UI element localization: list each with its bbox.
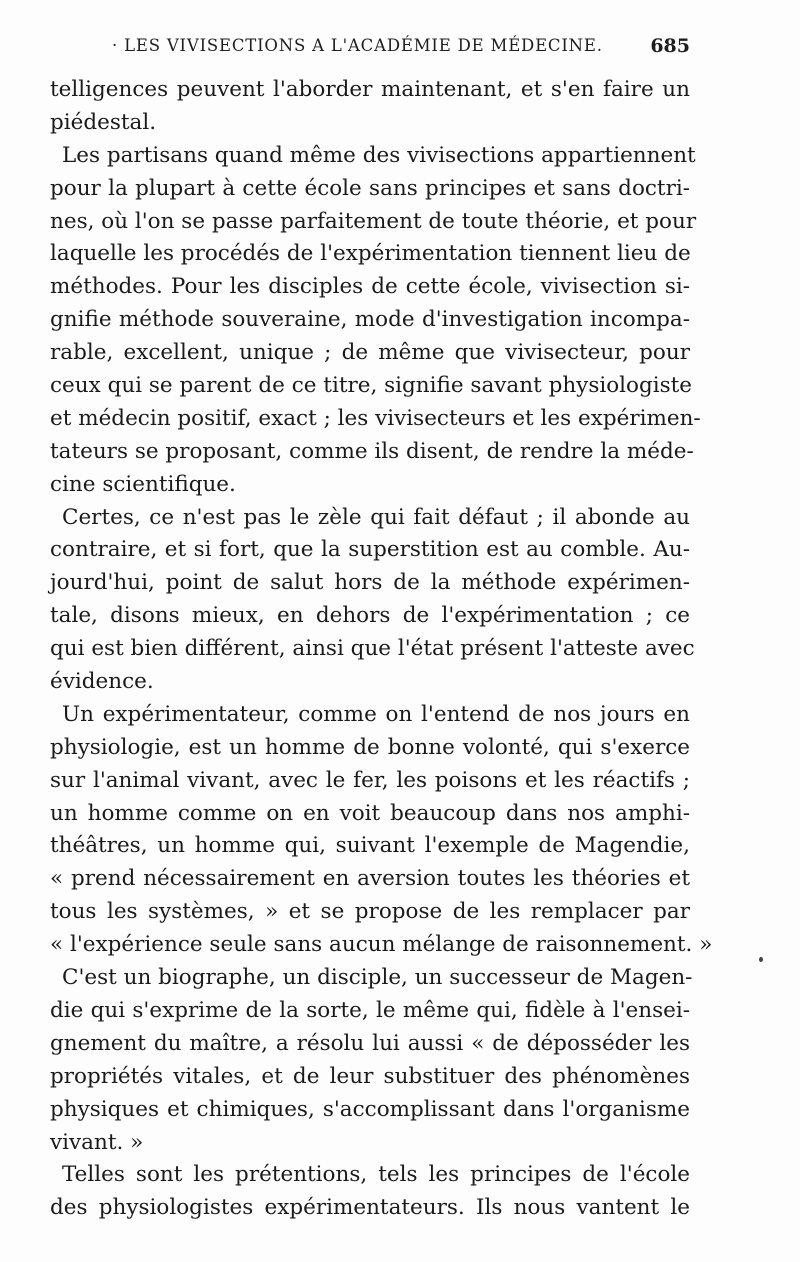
- text-line: tale, disons mieux, en dehors de l'expérimentation ; ce: [50, 603, 690, 629]
- body-text: [50, 74, 713, 1225]
- text-line: théâtres, un homme qui, suivant l'exemple de Magendie,: [50, 833, 690, 859]
- text-line: physiques et chimiques, s'accomplissant dans l'organisme: [50, 1096, 690, 1122]
- text-line: et médecin positif, exact ; les vivisecteurs et les expérimen-: [50, 405, 701, 431]
- text-line: die qui s'exprime de la sorte, le même qui, fidèle à l'ensei-: [50, 997, 690, 1023]
- text-line: propriétés vitales, et de leur substituer des phénomènes: [50, 1063, 690, 1089]
- text-line: vivant. »: [50, 1129, 144, 1155]
- text-line: Les partisans quand même des vivisections appartiennent: [62, 142, 696, 168]
- running-head: · LES VIVISECTIONS A L'ACADÉMIE DE MÉDECINE.: [112, 36, 603, 55]
- text-line: Certes, ce n'est pas le zèle qui fait défaut ; il abonde au: [62, 504, 690, 530]
- text-line: ceux qui se parent de ce titre, signifie savant physiologiste: [50, 373, 693, 399]
- text-line: des physiologistes expérimentateurs. Ils nous vantent le: [50, 1195, 690, 1221]
- text-line: rable, excellent, unique ; de même que vivisecteur, pour: [50, 340, 690, 366]
- text-line: cine scientifique.: [50, 471, 236, 497]
- text-line: C'est un biographe, un disciple, un successeur de Magen-: [62, 965, 693, 991]
- text-line: évidence.: [50, 669, 154, 695]
- margin-speck: [759, 957, 763, 962]
- text-line: Un expérimentateur, comme on l'entend de nos jours en: [62, 701, 690, 727]
- text-line: « prend nécessairement en aversion toutes les théories et: [50, 866, 690, 892]
- text-line: contraire, et si fort, que la superstition est au comble. Au-: [50, 537, 690, 563]
- text-line: physiologie, est un homme de bonne volonté, qui s'exerce: [50, 734, 690, 760]
- text-line: nes, où l'on se passe parfaitement de toute théorie, et pour: [50, 208, 697, 234]
- text-line: piédestal.: [50, 109, 157, 135]
- text-line: pour la plupart à cette école sans principes et sans doctri-: [50, 175, 690, 201]
- text-line: sur l'animal vivant, avec le fer, les poisons et les réactifs ;: [50, 767, 690, 793]
- text-line: laquelle les procédés de l'expérimentation tiennent lieu de: [50, 241, 691, 267]
- text-line: méthodes. Pour les disciples de cette école, vivisection si-: [50, 274, 690, 300]
- text-line: gnifie méthode souveraine, mode d'investigation incompa-: [50, 307, 690, 333]
- text-line: gnement du maître, a résolu lui aussi « de déposséder les: [50, 1030, 690, 1056]
- text-line: « l'expérience seule sans aucun mélange de raisonnement. »: [50, 932, 713, 958]
- text-line: qui est bien différent, ainsi que l'état présent l'atteste avec: [50, 636, 695, 662]
- text-line: jourd'hui, point de salut hors de la méthode expérimen-: [50, 570, 690, 596]
- text-line: tous les systèmes, » et se propose de les remplacer par: [50, 899, 690, 925]
- text-line: telligences peuvent l'aborder maintenant, et s'en faire un: [50, 77, 690, 102]
- text-line: Telles sont les prétentions, tels les principes de l'école: [62, 1162, 690, 1188]
- text-line: un homme comme on en voit beaucoup dans nos amphi-: [50, 800, 690, 826]
- text-line: tateurs se proposant, comme ils disent, de rendre la méde-: [50, 438, 694, 464]
- page-header: [62, 36, 690, 66]
- page-number: 685: [650, 35, 690, 57]
